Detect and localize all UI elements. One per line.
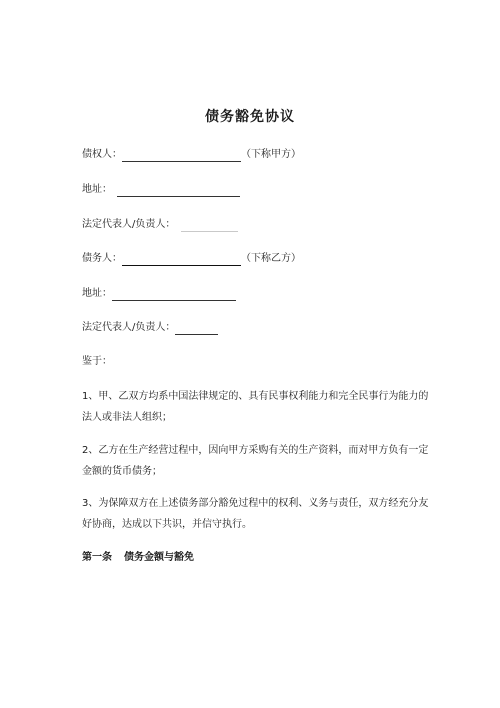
debtor-rep-line — [82, 321, 218, 335]
debtor-address-line — [82, 287, 236, 301]
section-1-heading — [82, 548, 194, 563]
creditor-label: 债权人： — [82, 149, 122, 160]
creditor-address-line — [82, 183, 240, 197]
clause-2-text: 2、乙方在生产经营过程中，因向甲方采购有关的生产资料，而对甲方负有一定金额的货币债务； — [82, 445, 429, 477]
creditor-address-label: 地址： — [82, 184, 112, 195]
debtor-line — [82, 252, 301, 266]
creditor-rep-line — [82, 218, 238, 232]
clause-1 — [82, 386, 438, 428]
clause-2 — [82, 440, 438, 482]
creditor-field[interactable] — [122, 149, 241, 162]
creditor-rep-field[interactable] — [181, 219, 238, 232]
clause-3 — [82, 493, 438, 535]
debtor-address-field[interactable] — [112, 288, 236, 301]
creditor-suffix: （下称甲方） — [241, 149, 301, 160]
section-1-title: 债务金额与豁免 — [124, 552, 194, 563]
debtor-field[interactable] — [122, 253, 241, 266]
debtor-rep-label: 法定代表人/负责人： — [82, 322, 176, 333]
whereas-line — [82, 355, 112, 369]
document-title: 债务豁免协议 — [205, 109, 295, 125]
section-1-number: 第一条 — [82, 552, 112, 563]
debtor-suffix: （下称乙方） — [241, 253, 301, 264]
debtor-address-label: 地址： — [82, 288, 112, 299]
whereas-label: 鉴于： — [82, 356, 112, 367]
creditor-line — [82, 148, 301, 162]
clause-1-text: 1、甲、乙双方均系中国法律规定的、具有民事权利能力和完全民事行为能力的法人或非法人组织； — [82, 391, 429, 423]
clause-3-text: 3、为保障双方在上述债务部分豁免过程中的权利、义务与责任，双方经充分友好协商，达成以下共识，并信守执行。 — [82, 498, 429, 530]
debtor-label: 债务人： — [82, 253, 122, 264]
creditor-address-field[interactable] — [117, 184, 240, 197]
creditor-rep-label: 法定代表人/负责人： — [82, 219, 176, 230]
debtor-rep-field[interactable] — [175, 322, 218, 335]
